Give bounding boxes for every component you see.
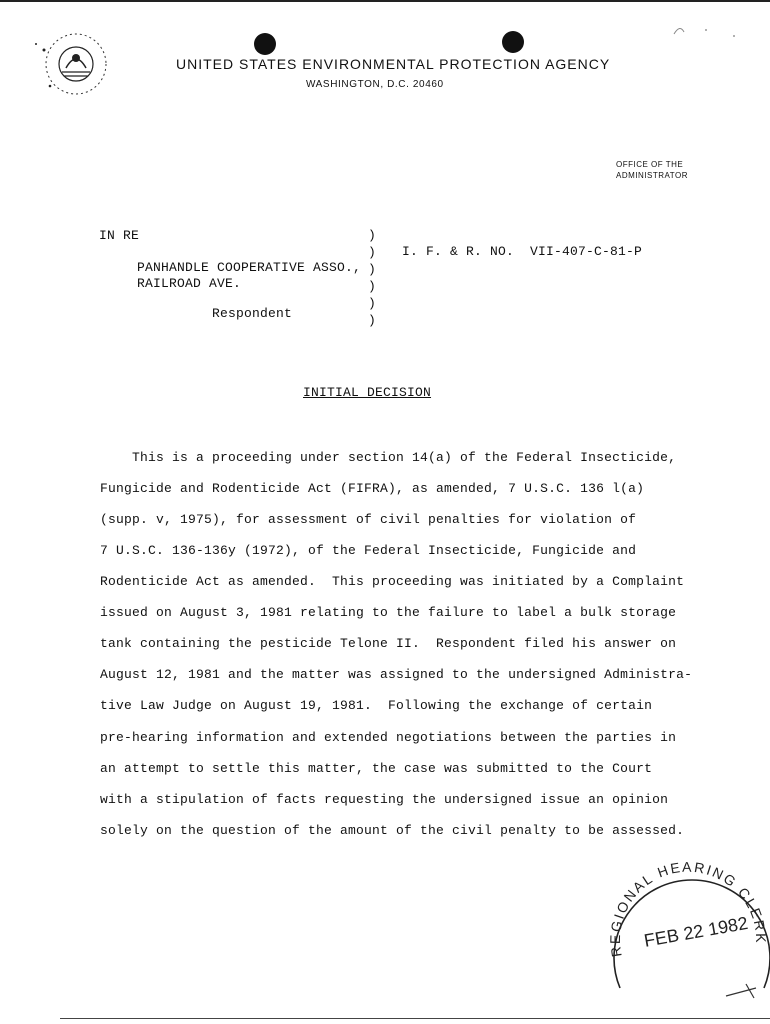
bottom-edge-rule — [60, 1018, 770, 1019]
received-stamp — [596, 838, 770, 1016]
punch-hole-right — [502, 31, 524, 53]
stamp-date: FEB 22 1982 — [642, 912, 750, 951]
caption-brackets: ) ) ) ) ) ) — [368, 228, 377, 328]
epa-seal-icon — [26, 20, 126, 106]
party-name: PANHANDLE COOPERATIVE ASSO., — [137, 260, 362, 275]
body-line-3: (supp. v, 1975), for assessment of civil penalties for violation of — [100, 512, 637, 527]
respondent-label: Respondent — [212, 306, 293, 321]
body-line-6: issued on August 3, 1981 relating to the failure to label a bulk storage — [100, 605, 677, 620]
body-line-13: solely on the question of the amount of the civil penalty to be assessed. — [100, 823, 685, 838]
office-line-2: ADMINISTRATOR — [616, 171, 688, 180]
office-of-administrator — [616, 159, 688, 181]
body-line-1: This is a proceeding under section 14(a) of the Federal Insecticide, — [100, 450, 677, 465]
body-line-8: August 12, 1981 and the matter was assigned to the undersigned Administra- — [100, 667, 693, 682]
body-line-7: tank containing the pesticide Telone II. Respondent filed his answer on — [100, 636, 677, 651]
body-line-9: tive Law Judge on August 19, 1981. Following the exchange of certain — [100, 698, 653, 713]
top-edge-rule — [0, 0, 770, 2]
stamp-arc-text: REGIONAL HEARING CLERK — [606, 858, 770, 959]
body-line-4: 7 U.S.C. 136-136y (1972), of the Federal Insecticide, Fungicide and — [100, 543, 637, 558]
office-line-1: OFFICE OF THE — [616, 160, 684, 169]
agency-location: WASHINGTON, D.C. 20460 — [306, 79, 444, 90]
docket-number: I. F. & R. NO. VII-407-C-81-P — [402, 244, 643, 259]
body-line-5: Rodenticide Act as amended. This proceeding was initiated by a Complaint — [100, 574, 685, 589]
margin-pencil-marks — [672, 22, 742, 46]
document-title: INITIAL DECISION — [303, 385, 432, 400]
body-line-10: pre-hearing information and extended negotiations between the parties in — [100, 730, 677, 745]
body-line-11: an attempt to settle this matter, the case was submitted to the Court — [100, 761, 653, 776]
agency-name: UNITED STATES ENVIRONMENTAL PROTECTION AGENCY — [176, 56, 611, 72]
party-address: RAILROAD AVE. — [137, 276, 242, 291]
punch-hole-left — [254, 33, 276, 55]
body-line-2: Fungicide and Rodenticide Act (FIFRA), as amended, 7 U.S.C. 136 l(a) — [100, 481, 645, 496]
in-re-label: IN RE — [99, 228, 140, 243]
body-line-12: with a stipulation of facts requesting the undersigned issue an opinion — [100, 792, 669, 807]
